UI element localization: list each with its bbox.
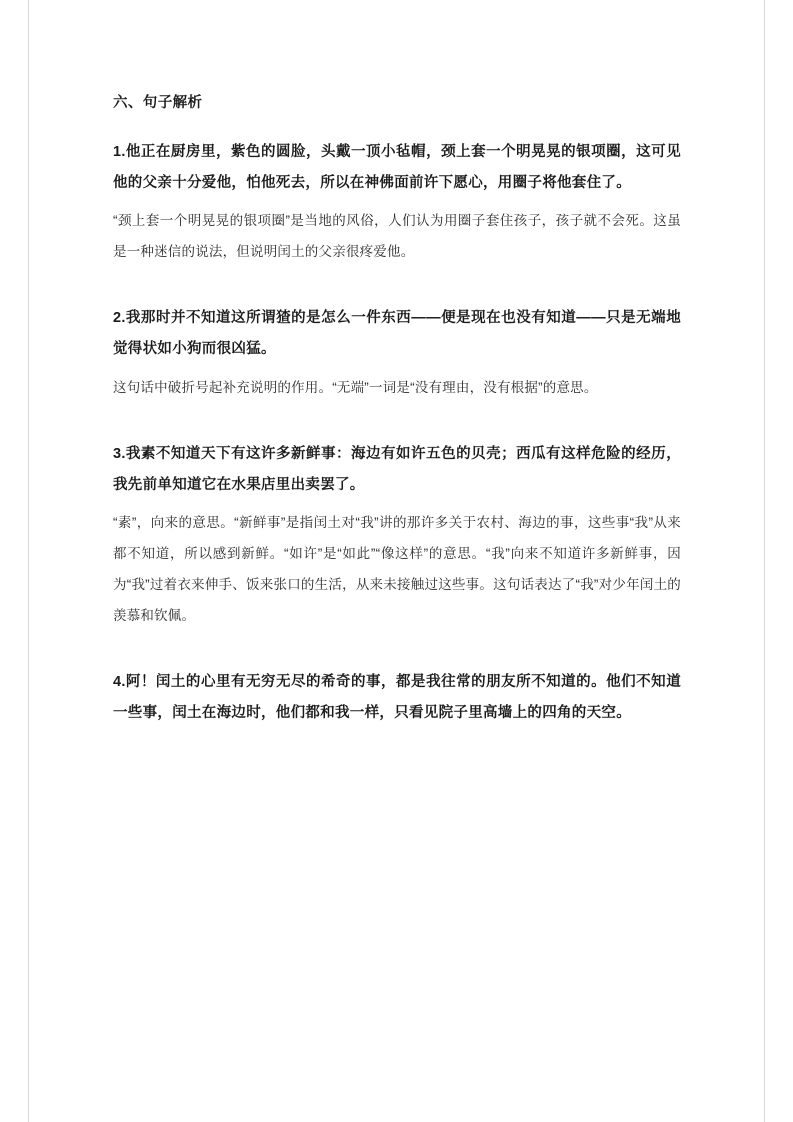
item-title: 1.他正在厨房里，紫色的圆脸，头戴一顶小毡帽，颈上套一个明晃晃的银项圈，这可见他的父亲十分爱他，怕他死去，所以在神佛面前许下愿心，用圈子将他套住了。 <box>113 143 681 191</box>
spacer <box>113 409 681 439</box>
page-border-left <box>28 0 29 1122</box>
item-title: 4.阿！闰土的心里有无穷无尽的希奇的事，都是我往常的朋友所不知道的。他们不知道一些事，闰土在海边时，他们都和我一样，只看见院子里高墙上的四角的天空。 <box>113 674 681 722</box>
item-title: 2.我那时并不知道这所谓猹的是怎么一件东西——便是现在也没有知道——只是无端地觉得状如小狗而很凶猛。 <box>113 310 681 358</box>
page-border-right <box>764 0 765 1122</box>
item-title: 3.我素不知道天下有这许多新鲜事：海边有如许五色的贝壳；西瓜有这样危险的经历，我先前单知道它在水果店里出卖罢了。 <box>113 445 681 493</box>
section-heading: 六、句子解析 <box>113 95 203 111</box>
spacer <box>113 637 681 667</box>
spacer <box>113 273 681 303</box>
sentence-analysis-item-2 <box>113 303 681 402</box>
sentence-analysis-item-1 <box>113 137 681 267</box>
document-content <box>113 93 681 735</box>
item-body: 这句话中破折号起补充说明的作用。“无端”一词是“没有理由，没有根据”的意思。 <box>113 379 598 395</box>
sentence-analysis-item-4 <box>113 667 681 729</box>
item-body: “颈上套一个明晃晃的银项圈”是当地的风俗，人们认为用圈子套住孩子，孩子就不会死。这虽是一种迷信的说法，但说明闰土的父亲很疼爱他。 <box>113 213 681 260</box>
item-body: “素”，向来的意思。“新鲜事”是指闰土对“我”讲的那许多关于农村、海边的事，这些事“我”从来都不知道，所以感到新鲜。“如许”是“如此”“像这样”的意思。“我”向来不知道许多新鲜事，因为“我”过着衣来伸手、饭来张口的生活，从来未接触过这些事。这句话表达了“我”对少年闰土的羡慕和钦佩。 <box>113 514 681 624</box>
sentence-analysis-item-3 <box>113 439 681 632</box>
